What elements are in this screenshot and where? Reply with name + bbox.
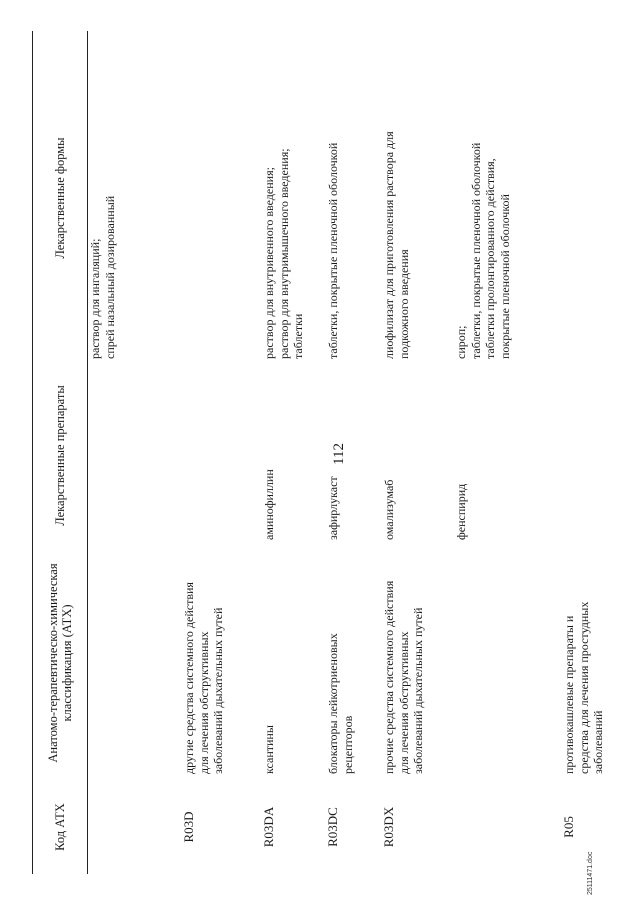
drug-name-cell [550, 365, 628, 546]
header-code: Код АТХ [33, 780, 88, 874]
atc-classification-line: другие средства системного действия [182, 582, 196, 774]
dosage-form-line: раствор для внутримышечного введения; [276, 148, 291, 359]
table-body [88, 31, 629, 874]
atc-code-cell [442, 780, 550, 874]
drug-name: зафирлукаст [326, 476, 340, 540]
header-drugs: Лекарственные препараты [33, 365, 88, 546]
atc-code: R03DX [381, 806, 396, 848]
atc-classification-line: противокашлевые препараты и [562, 615, 576, 774]
atc-classification-cell [250, 546, 314, 780]
atc-classification-line: заболеваний [591, 710, 605, 774]
table-header-row [33, 31, 88, 874]
atc-classification-cell [88, 546, 171, 780]
dosage-form-line: покрытые пленочной оболочкой [497, 194, 512, 359]
atc-drug-table [32, 31, 628, 874]
atc-classification-cell [314, 546, 370, 780]
atc-classification-line: прочие средства системного действия [382, 580, 396, 774]
table-row [314, 31, 370, 874]
drug-name-cell [442, 365, 550, 546]
atc-classification-line: средства для лечения простудных [576, 601, 591, 774]
table-row [250, 31, 314, 874]
dosage-form-line: сироп; [454, 325, 468, 359]
atc-classification-line: заболеваний дыхательных путей [411, 607, 425, 774]
dosage-form-line: раствор для ингаляций; [88, 238, 102, 359]
drug-name-cell [170, 365, 250, 546]
atc-code: R03DA [261, 806, 276, 848]
dosage-form-line: таблетки, покрытые пленочной оболочкой [468, 142, 483, 359]
dosage-form-line: спрей назальный дозированный [102, 195, 117, 359]
atc-classification-line: заболеваний дыхательных путей [211, 607, 225, 774]
atc-code-cell [170, 780, 250, 874]
drug-name-cell [88, 365, 171, 546]
atc-code: R05 [561, 816, 576, 838]
atc-classification-line: рецепторов [340, 715, 355, 774]
dosage-form-line: лиофилизат для приготовления раствора для [382, 131, 396, 359]
drug-name-cell [370, 365, 442, 546]
drug-name-cell [250, 365, 314, 546]
atc-classification-cell [550, 546, 628, 780]
atc-classification-line: для лечения обструктивных [196, 631, 211, 774]
atc-code-cell [370, 780, 442, 874]
atc-code-cell [88, 780, 171, 874]
header-atc-classification: Анатомо-терапевтическо-химическая классификация (АТХ) [33, 546, 88, 780]
table-row [370, 31, 442, 874]
rotated-page-content [10, 31, 608, 874]
atc-classification-cell [442, 546, 550, 780]
dosage-form-cell [250, 31, 314, 365]
dosage-form-line: таблетки, покрытые пленочной оболочкой [326, 142, 340, 359]
dosage-form-cell [550, 31, 628, 365]
atc-classification-line: ксантины [262, 725, 276, 774]
atc-code-cell [314, 780, 370, 874]
dosage-form-cell [442, 31, 550, 365]
dosage-form-cell [170, 31, 250, 365]
drug-name: омализумаб [382, 479, 396, 540]
table-row [550, 31, 628, 874]
table-row [170, 31, 250, 874]
atc-classification-cell [170, 546, 250, 780]
atc-code: R03D [181, 811, 196, 843]
dosage-form-cell [370, 31, 442, 365]
table-row [88, 31, 171, 874]
atc-code: R03DC [325, 807, 340, 847]
atc-code-cell [250, 780, 314, 874]
dosage-form-line: подкожного введения [396, 249, 411, 359]
dosage-form-line: таблетки [291, 313, 305, 359]
header-dosage-forms: Лекарственные формы [33, 31, 88, 365]
dosage-form-cell [88, 31, 171, 365]
dosage-form-line: раствор для внутривенного введения; [262, 167, 276, 359]
atc-classification-line: для лечения обструктивных [396, 631, 411, 774]
drug-name: фенспирид [454, 483, 468, 540]
drug-name: аминофиллин [262, 469, 276, 540]
drug-name-cell [314, 365, 370, 546]
atc-classification-cell [370, 546, 442, 780]
page-number: 112 [331, 443, 347, 465]
document-filename [587, 851, 607, 895]
dosage-form-cell [314, 31, 370, 365]
document-filename-text: 25111471.doc [587, 851, 594, 895]
table-row [442, 31, 550, 874]
atc-classification-line: блокаторы лейкотриеновых [326, 633, 340, 774]
dosage-form-line: таблетки пролонгированного действия, [483, 158, 497, 359]
